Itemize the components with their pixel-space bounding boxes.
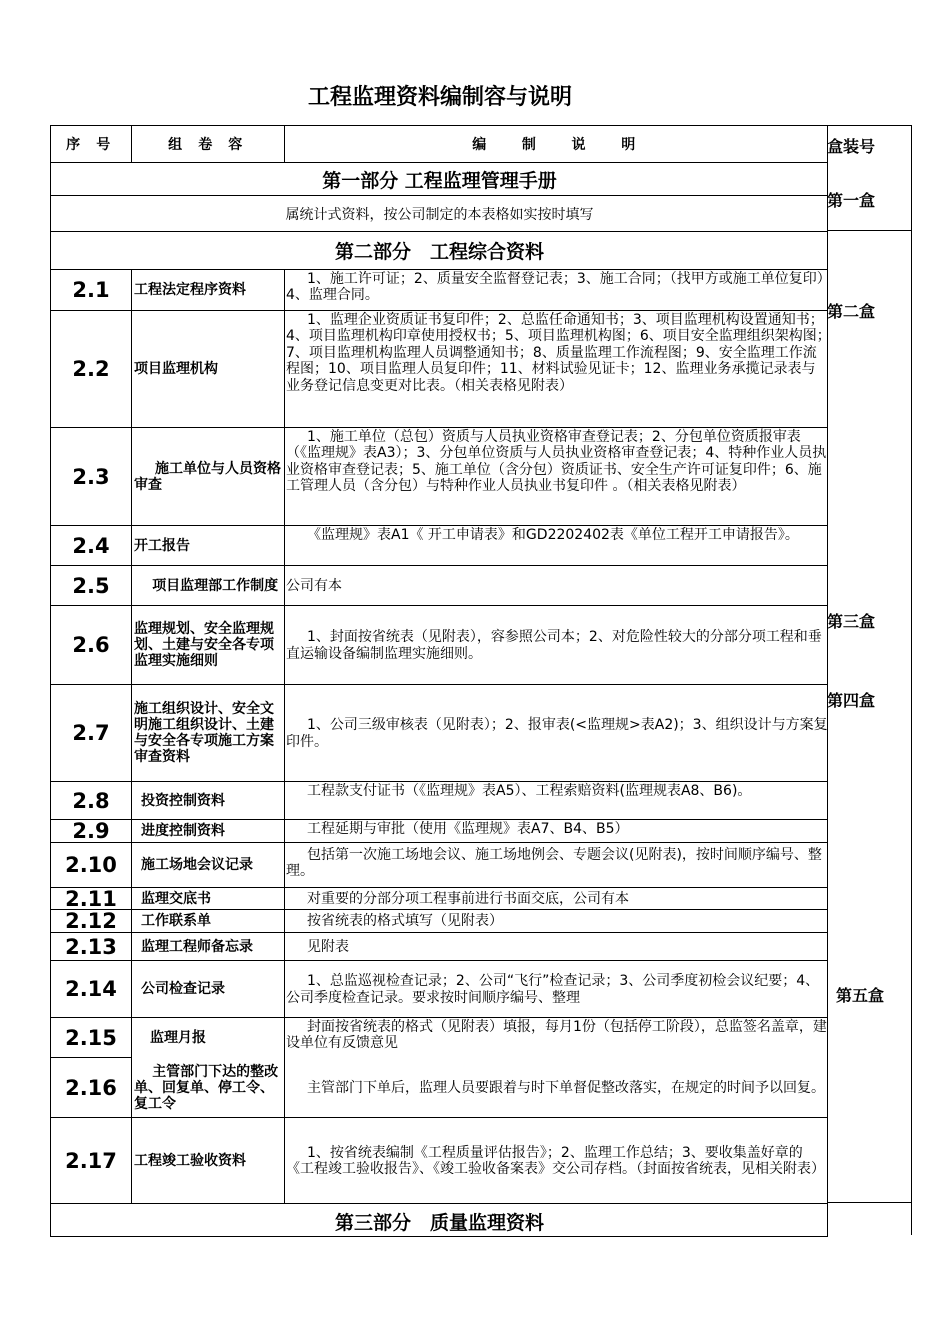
- row-description: 主管部门下单后，监理人员要跟着与时下单督促整改落实，在规定的时间予以回复。: [285, 1058, 828, 1118]
- row-name: 监理月报: [132, 1018, 285, 1058]
- box-column: [827, 125, 912, 1235]
- box-label-4: 第四盒: [827, 691, 876, 710]
- row-description: 工程款支付证书（《监理规》表A5）、工程索赔资料(监理规表A8、B6)。: [285, 782, 828, 820]
- row-number: 2.2: [51, 311, 132, 428]
- row-name: 施工单位与人员资格审查: [132, 428, 285, 526]
- header-seq: 序 号: [51, 126, 132, 163]
- main-table: [50, 125, 838, 1237]
- row-description: 公司有本: [285, 566, 828, 606]
- row-number: 2.9: [51, 820, 132, 843]
- row-description: 1、监理企业资质证书复印件；2、总监任命通知书；3、项目监理机构设置通知书；4、项目监理机构印章使用授权书；5、项目监理机构图；6、项目安全监理组织架构图； 7、项目监理机构监理人员调整通知书；8、质量监理工作流程图；9、安全监理工作流程图；10、项目监理人员复印件；11、材料试验见证卡；12、监理业务承揽记录表与业务登记信息变更对比表。（相关表格见附表）: [285, 311, 828, 428]
- row-description: 按省统表的格式填写（见附表）: [285, 910, 828, 933]
- box-label-3: 第三盒: [827, 612, 876, 631]
- box-label-5: 第五盒: [836, 986, 885, 1005]
- header-desc: 编 制 说 明: [285, 126, 828, 163]
- box-divider: [827, 230, 912, 231]
- row-name: 项目监理部工作制度: [132, 566, 285, 606]
- row-description: 1、施工单位（总包）资质与人员执业资格审查登记表；2、分包单位资质报审表（《监理规》表A3）；3、分包单位资质与人员执业资格审查登记表；4、特种作业人员执业资格审查登记表；5、施工单位（含分包）资质证书、安全生产许可证复印件；6、施工管理人员（含分包）与特种作业人员执业书复印件 。（相关表格见附表）: [285, 428, 828, 526]
- row-number: 2.4: [51, 526, 132, 566]
- row-description: 封面按省统表的格式（见附表）填报，每月1份（包括停工阶段），总监签名盖章，建设单位有反馈意见: [286, 1019, 827, 1052]
- row-name: 监理交底书: [132, 888, 285, 910]
- row-name: 工作联系单: [132, 910, 285, 933]
- header-box-number: 盒装号: [827, 137, 876, 156]
- row-name: 监理工程师备忘录: [132, 933, 285, 961]
- row-description: 对重要的分部分项工程事前进行书面交底，公司有本: [285, 888, 828, 910]
- part1-desc: 属统计式资料，按公司制定的本表格如实按时填写: [51, 196, 828, 232]
- row-number: 2.12: [51, 910, 132, 933]
- part2-title: 第二部分 工程综合资料: [51, 232, 828, 270]
- row-name: 开工报告: [132, 526, 285, 566]
- row-number: 2.10: [51, 843, 132, 888]
- row-name: 工程竣工验收资料: [132, 1118, 285, 1204]
- row-number: 2.16: [51, 1058, 132, 1118]
- row-number: 2.6: [51, 606, 132, 685]
- part3-title: 第三部分 质量监理资料: [334, 1211, 544, 1234]
- row-number: 2.7: [51, 685, 132, 782]
- box-label-2: 第二盒: [827, 302, 876, 321]
- row-number: 2.3: [51, 428, 132, 526]
- row-name: 施工场地会议记录: [132, 843, 285, 888]
- row-description: 1、按省统表编制《工程质量评估报告》；2、监理工作总结；3、要收集盖好章的《工程竣工验收报告》、《竣工验收备案表》交公司存档。（封面按省统表，见相关附表）: [285, 1118, 828, 1204]
- row-name: 投资控制资料: [132, 782, 285, 820]
- row-number: 2.8: [51, 782, 132, 820]
- row-name: 工程法定程序资料: [132, 270, 285, 311]
- box-divider: [827, 1202, 912, 1203]
- document-title: 工程监理资料编制容与说明: [307, 85, 572, 110]
- row-description: 工程延期与审批（使用《监理规》表A7、B4、B5）: [285, 820, 828, 843]
- row-name: 公司检查记录: [132, 961, 285, 1018]
- row-number: 2.14: [51, 961, 132, 1018]
- row-number: 2.15: [51, 1018, 132, 1058]
- header-volume: 组 卷 容: [132, 126, 285, 163]
- row-name: 施工组织设计、安全文明施工组织设计、土建与安全各专项施工方案审查资料: [132, 685, 285, 782]
- row-name: 项目监理机构: [132, 311, 285, 428]
- box-label-1: 第一盒: [827, 191, 876, 210]
- row-number: 2.11: [51, 888, 132, 910]
- row-number: 2.5: [51, 566, 132, 606]
- row-number: 2.13: [51, 933, 132, 961]
- row-description: 1、封面按省统表（见附表），容参照公司本；2、对危险性较大的分部分项工程和垂直运输设备编制监理实施细则。: [285, 606, 828, 685]
- row-description: 《监理规》表A1《 开工申请表》和GD2202402表《单位工程开工申请报告》。: [285, 526, 828, 566]
- row-description: 见附表: [285, 933, 828, 961]
- row-number: 2.1: [51, 270, 132, 311]
- row-description: 1、施工许可证；2、质量安全监督登记表；3、施工合同；（找甲方或施工单位复印） 4、监理合同。: [285, 270, 828, 311]
- row-description: 1、公司三级审核表（见附表）；2、报审表(<监理规>表A2)；3、组织设计与方案复印件。: [285, 685, 828, 782]
- part1-title: 第一部分 工程监理管理手册: [51, 163, 828, 196]
- row-name: 进度控制资料: [132, 820, 285, 843]
- row-description: 包括第一次施工场地会议、施工场地例会、专题会议(见附表)，按时间顺序编号、整理。: [285, 843, 828, 888]
- row-description: 1、总监巡视检查记录；2、公司“飞行”检查记录；3、公司季度初检会议纪要；4、公司季度检查记录。要求按时间顺序编号、整理: [285, 961, 828, 1018]
- row-name: 主管部门下达的整改单、回复单、停工令、复工令: [132, 1058, 285, 1118]
- row-number: 2.17: [51, 1118, 132, 1204]
- row-name: 监理规划、安全监理规划、土建与安全各专项监理实施细则: [132, 606, 285, 685]
